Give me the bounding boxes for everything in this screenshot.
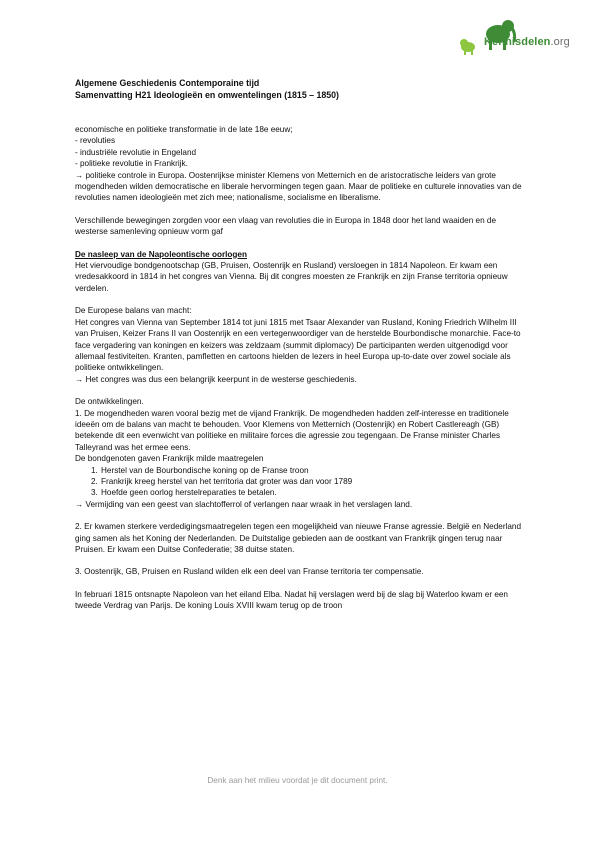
section-heading: De ontwikkelingen. [75, 397, 144, 407]
list-item: 1. Herstel van de Bourbondische koning op de Franse troon [91, 465, 309, 475]
document-body [75, 77, 527, 612]
list-item: 2. Frankrijk kreeg herstel van het territoria dat groter was dan voor 1789 [91, 476, 353, 486]
measures-list [75, 465, 527, 499]
section-text: 1. De mogendheden waren vooral bezig met de vijand Frankrijk. De mogendheden hadden zelf-interesse en traditionele ideeën om de balans van macht te behouden. Voor Klemens von Metternich (Oostenrijk) en Robert Castlereagh (GB) betekende dit een evenwicht van politieke en militaire forces die agressie zou tegengaan. De Franse minister Charles Talleyrand was het ermee eens. [75, 408, 509, 452]
section-conclusion: → Vermijding van een geest van slachtofferrol of verlangen naar wraak in het verslagen land. [75, 499, 413, 509]
napoleon-paragraph: In februari 1815 ontsnapte Napoleon van het eiland Elba. Nadat hij verslagen werd bij de slag bij Waterloo kwam er een tweede Verdrag van Parijs. De koning Louis XVIII kwam terug op de troon [75, 589, 508, 611]
balans-section [75, 305, 527, 385]
document-subtitle: Samenvatting H21 Ideologieën en omwentelingen (1815 – 1850) [75, 90, 339, 100]
intro-paragraph [75, 124, 527, 204]
nasleep-section [75, 249, 527, 295]
intro-line: economische en politieke transformatie in de late 18e eeuw; [75, 125, 293, 134]
section-text: Het congres van Vienna van September 1814 tot juni 1815 met Tsaar Alexander van Rusland, Koning Friedrich Wilhelm III van Pruisen, Keizer Frans II van Oostenrijk en een vertegenwoordiger van de herstelde Bourbondische monarchie. Face-to face vergadering van koningen en keizers was zeldzaam (summit diplomacy) De participanten werden uitgenodigd voor allemaal festiviteiten. Kranten, pamfletten en cartoons hielden de lezers in heel Europa up-to-date over zowel sociale als politieke ontwikkelingen. [75, 317, 521, 373]
point-3-paragraph: 3. Oostenrijk, GB, Pruisen en Rusland wilden elk een deel van Franse territoria ter compensatie. [75, 567, 424, 577]
logo-text: Kennisdelen.org [484, 36, 570, 48]
list-item: 3. Hoefde geen oorlog herstelreparaties te betalen. [91, 488, 277, 498]
intro-line: → politieke controle in Europa. Oostenrijkse minister Klemens von Metternich en de aristocratische leiders van grote mogendheden wilden democratische en liberale hervormingen tegen gaan. Maar de politieke en culturele innovaties van de revoluties namen ideologieën met zich mee; nationalisme, socialisme en liberalisme. [75, 170, 522, 203]
intro-line: - revoluties [75, 136, 116, 146]
section-text: Het viervoudige bondgenootschap (GB, Pruisen, Oostenrijk en Rusland) versloegen in 1814 Napoleon. Er kwam een vredesakkoord in 1814 in het congres van Vienna. Bij dit congres moesten ze Frankrijk en zijn Franse territoria opnieuw verdelen. [75, 261, 508, 293]
point-2-paragraph: 2. Er kwamen sterkere verdedigingsmaatregelen tegen een mogelijkheid van nieuwe Franse agressie. België en Nederland ging samen als het Koning der Nederlanden. De Duitstalige gebieden aan de oostkant van Frankrijk gingen terug naar Pruisen. Er kwam een Duitse Confederatie; 38 duitse staten. [75, 522, 522, 554]
ontwikkelingen-section [75, 396, 527, 510]
document-title: Algemene Geschiedenis Contemporaine tijd [75, 78, 260, 88]
intro-line: - industriële revolutie in Engeland [75, 147, 197, 157]
site-logo[interactable] [458, 14, 578, 58]
footer-note: Denk aan het milieu voordat je dit document print. [207, 776, 388, 785]
list-intro: De bondgenoten gaven Frankrijk milde maatregelen [75, 454, 264, 464]
section-conclusion: → Het congres was dus een belangrijk keerpunt in de westerse geschiedenis. [75, 374, 357, 384]
section-heading: De nasleep van de Napoleontische oorlogen [75, 249, 247, 259]
intro-line: - politieke revolutie in Frankrijk. [75, 159, 188, 169]
revolutions-paragraph: Verschillende bewegingen zorgden voor een vlaag van revoluties die in Europa in 1848 door het land waaiden en de westerse samenleving opnieuw vorm gaf [75, 215, 497, 237]
section-heading: De Europese balans van macht: [75, 306, 192, 316]
